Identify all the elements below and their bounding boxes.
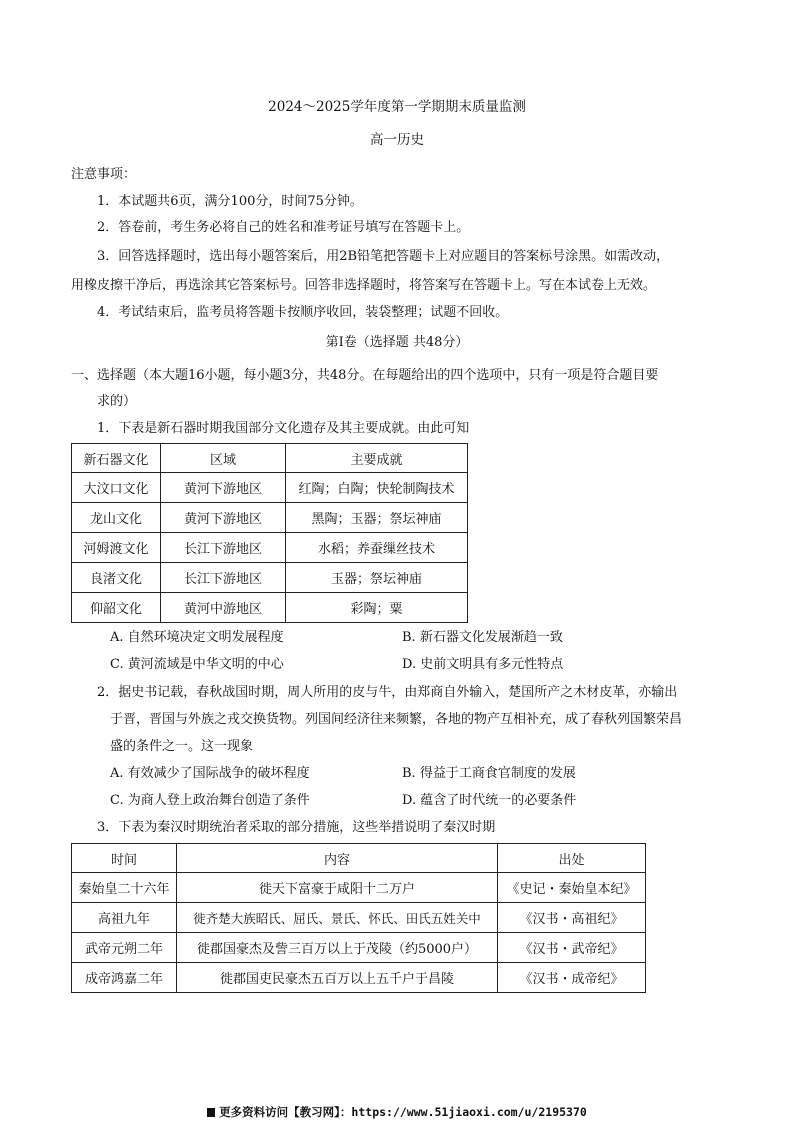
q3-table (71, 843, 646, 993)
table-cell: 彩陶；粟 (286, 593, 468, 623)
table-cell: 徙天下富豪于咸阳十二万户 (177, 873, 498, 903)
table-cell: 玉器；祭坛神庙 (286, 563, 468, 593)
q2-stem-line-2: 于晋，晋国与外族之戎交换货物。列国间经济往来频繁，各地的物产互相补充，成了春秋列国繁荣昌 (110, 712, 683, 727)
subject-title: 高一历史 (370, 132, 424, 148)
table-cell: 武帝元朔二年 (72, 933, 177, 963)
table-row (72, 473, 468, 503)
q1-option-b: B. 新石器文化发展渐趋一致 (402, 630, 563, 645)
table-cell: 《汉书・高祖纪》 (498, 903, 646, 933)
table-cell: 黄河中游地区 (161, 593, 286, 623)
q1-option-a: A. 自然环境决定文明发展程度 (110, 630, 284, 645)
table-cell: 黄河下游地区 (161, 503, 286, 533)
q2-option-a: A. 有效减少了国际战争的破坏程度 (110, 766, 310, 781)
table-row (72, 503, 468, 533)
table-cell: 红陶；白陶；快轮制陶技术 (286, 473, 468, 503)
exam-title: 2024～2025学年度第一学期期末质量监测 (268, 99, 526, 115)
table-header-cell: 内容 (177, 844, 498, 873)
table-cell: 高祖九年 (72, 903, 177, 933)
table-cell: 长江下游地区 (161, 533, 286, 563)
q2-option-d: D. 蕴含了时代统一的必要条件 (402, 793, 577, 808)
table-cell: 黄河下游地区 (161, 473, 286, 503)
section-intro-line-2: 求的） (97, 394, 137, 409)
table-header-cell: 主要成就 (286, 444, 468, 473)
notice-item-4: 4．考试结束后，监考员将答题卡按顺序收回，装袋整理；试题不回收。 (97, 305, 509, 320)
footer-link[interactable]: 更多资料访问【教习网】：https://www.51jiaoxi.com/u/2195370 (219, 1105, 587, 1119)
notice-item-3-line-2: 用橡皮擦干净后，再选涂其它答案标号。回答非选择题时，将答案写在答题卡上。写在本试卷上无效。 (71, 278, 657, 293)
q1-option-c: C. 黄河流域是中华文明的中心 (110, 657, 284, 672)
table-header-cell: 新石器文化 (72, 444, 161, 473)
table-header-row (72, 844, 646, 873)
table-header-cell: 区域 (161, 444, 286, 473)
table-cell: 良渚文化 (72, 563, 161, 593)
table-header-cell: 出处 (498, 844, 646, 873)
notice-heading: 注意事项： (71, 167, 137, 182)
notice-item-2: 2．答卷前，考生务必将自己的姓名和准考证号填写在答题卡上。 (97, 220, 470, 235)
q3-stem: 3．下表为秦汉时期统治者采取的部分措施，这些举措说明了秦汉时期 (97, 820, 496, 835)
table-cell: 长江下游地区 (161, 563, 286, 593)
table-cell: 《汉书・武帝纪》 (498, 933, 646, 963)
q2-option-c: C. 为商人登上政治舞台创造了条件 (110, 793, 310, 808)
table-cell: 仰韶文化 (72, 593, 161, 623)
q2-stem-line-3: 盛的条件之一。这一现象 (110, 739, 254, 754)
table-cell: 徙齐楚大族昭氏、屈氏、景氏、怀氏、田氏五姓关中 (177, 903, 498, 933)
q2-stem-line-1: 2．据史书记载，春秋战国时期，周人所用的皮与牛，由郑商自外输入，楚国所产之木材皮革，亦输出 (97, 685, 678, 700)
table-cell: 龙山文化 (72, 503, 161, 533)
table-cell: 河姆渡文化 (72, 533, 161, 563)
table-header-row (72, 444, 468, 473)
notice-item-3-line-1: 3．回答选择题时，选出每小题答案后，用2B铅笔把答题卡上对应题目的答案标号涂黑。如需改动， (97, 249, 670, 264)
notice-item-1: 1．本试题共6页，满分100分，时间75分钟。 (97, 194, 363, 209)
table-row (72, 593, 468, 623)
table-cell: 水稻；养蚕缫丝技术 (286, 533, 468, 563)
flag-icon (207, 1108, 215, 1117)
table-row (72, 563, 468, 593)
section-title: 第Ⅰ卷（选择题 共48分） (325, 335, 469, 350)
table-cell: 秦始皇二十六年 (72, 873, 177, 903)
q1-stem: 1．下表是新石器时期我国部分文化遗存及其主要成就。由此可知 (97, 421, 470, 436)
table-cell: 徙郡国豪杰及訾三百万以上于茂陵（约5000户） (177, 933, 498, 963)
table-row (72, 933, 646, 963)
section-intro-line-1: 一、选择题（本大题16小题，每小题3分，共48分。在每题给出的四个选项中，只有一项是符合题目要 (71, 368, 659, 383)
table-cell: 成帝鸿嘉二年 (72, 963, 177, 993)
q1-option-d: D. 史前文明具有多元性特点 (402, 657, 564, 672)
table-cell: 《史记・秦始皇本纪》 (498, 873, 646, 903)
footer-banner (0, 1104, 794, 1120)
q1-table (71, 443, 468, 623)
table-cell: 黑陶；玉器；祭坛神庙 (286, 503, 468, 533)
table-cell: 《汉书・成帝纪》 (498, 963, 646, 993)
table-cell: 徙郡国吏民豪杰五百万以上五千户于昌陵 (177, 963, 498, 993)
table-row (72, 963, 646, 993)
table-row (72, 533, 468, 563)
table-row (72, 873, 646, 903)
q2-option-b: B. 得益于工商食官制度的发展 (402, 766, 576, 781)
table-cell: 大汶口文化 (72, 473, 161, 503)
table-row (72, 903, 646, 933)
table-header-cell: 时间 (72, 844, 177, 873)
